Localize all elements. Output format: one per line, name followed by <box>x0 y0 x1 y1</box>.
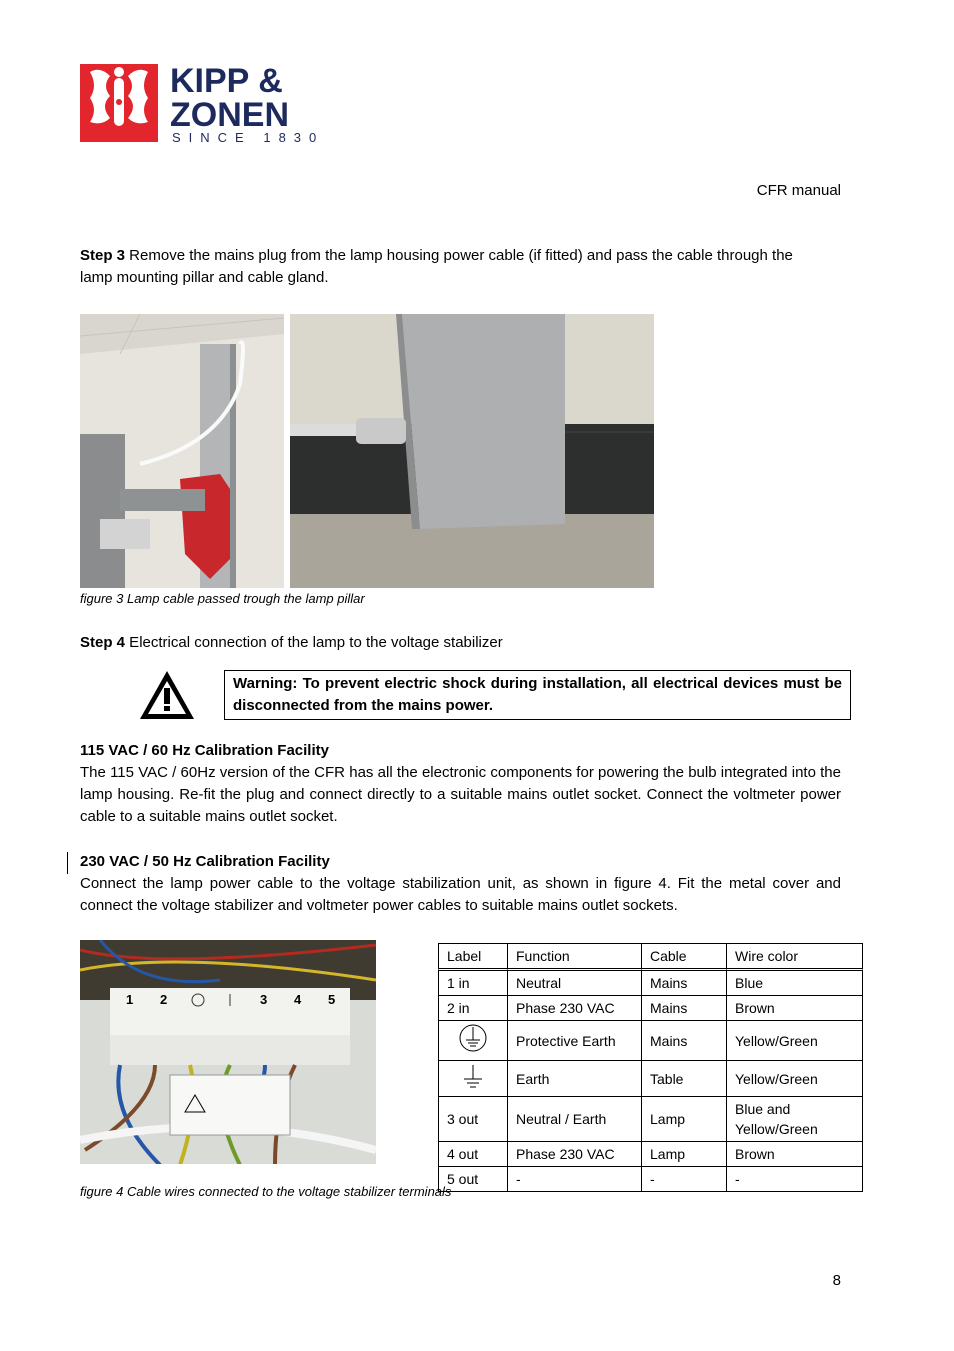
table-row <box>438 1142 863 1167</box>
page-number: 8 <box>832 1272 841 1289</box>
kipp-zonen-logo <box>80 62 342 144</box>
wire-table-container <box>438 943 863 1192</box>
table-cell: 2 in <box>438 996 507 1021</box>
wire-table <box>438 943 863 1192</box>
table-cell: 3 out <box>438 1097 507 1142</box>
section-230vac-text: Connect the lamp power cable to the voltage stabilization unit, as shown in figure 4. Fit the metal cover and connect the voltage stabilizer and voltmeter power cables to suitable mains outlet sockets. <box>80 875 841 914</box>
table-cell: Brown <box>726 996 863 1021</box>
step-3-text: Remove the mains plug from the lamp housing power cable (if fitted) and pass the cable through the lamp mounting pillar and cable gland. <box>80 247 793 286</box>
table-row <box>438 971 863 996</box>
table-cell: Brown <box>726 1142 863 1167</box>
table-cell: Earth <box>507 1061 641 1097</box>
revision-bar <box>67 852 68 874</box>
table-row <box>438 996 863 1021</box>
table-cell: Blue and Yellow/Green <box>726 1097 863 1142</box>
table-cell: Mains <box>641 996 726 1021</box>
table-cell: 5 out <box>438 1167 507 1192</box>
table-row <box>438 1021 863 1061</box>
figure-4-caption: figure 4 Cable wires connected to the voltage stabilizer terminals <box>80 1184 452 1199</box>
table-header-row <box>438 943 863 971</box>
terminal-label-5: 5 <box>328 992 336 1007</box>
figure-3-photo-right <box>290 314 654 588</box>
terminal-label-4: 4 <box>294 992 302 1007</box>
terminal-label-3: 3 <box>260 992 268 1007</box>
step-4-paragraph <box>80 632 503 654</box>
table-row <box>438 1167 863 1192</box>
table-cell: Neutral / Earth <box>507 1097 641 1142</box>
table-cell: Blue <box>726 971 863 996</box>
section-115vac <box>80 740 841 828</box>
figure-4-photo <box>80 940 376 1164</box>
table-cell: - <box>726 1167 863 1192</box>
terminal-label-2: 2 <box>160 992 168 1007</box>
figure-3-photo-left <box>80 314 284 588</box>
document-title: CFR manual <box>756 182 841 199</box>
section-230vac <box>80 851 841 917</box>
warning-icon <box>137 668 197 722</box>
table-header-cell: Label <box>438 943 507 971</box>
logo-text-line3: SINCE 1830 <box>172 130 325 144</box>
table-row <box>438 1061 863 1097</box>
table-cell: Lamp <box>641 1097 726 1142</box>
figure-3-caption: figure 3 Lamp cable passed trough the lamp pillar <box>80 591 365 606</box>
table-cell: Yellow/Green <box>726 1021 863 1061</box>
step-3-paragraph <box>80 245 822 289</box>
table-cell: Phase 230 VAC <box>507 996 641 1021</box>
table-cell <box>438 1061 507 1097</box>
section-115vac-text: The 115 VAC / 60Hz version of the CFR has all the electronic components for powering the bulb integrated into the lamp housing. Re-fit the plug and connect directly to a suitable mains outlet socket. Connect the voltmeter power cable to a suitable mains outlet socket. <box>80 764 841 825</box>
table-cell: Yellow/Green <box>726 1061 863 1097</box>
table-cell: 4 out <box>438 1142 507 1167</box>
step-3-label: Step 3 <box>80 247 126 264</box>
table-cell: Mains <box>641 971 726 996</box>
section-230vac-heading: 230 VAC / 50 Hz Calibration Facility <box>80 853 330 870</box>
logo-text-line2: ZONEN <box>170 96 289 134</box>
step-4-label: Step 4 <box>80 634 126 651</box>
table-cell: - <box>641 1167 726 1192</box>
table-cell: Phase 230 VAC <box>507 1142 641 1167</box>
table-cell: Neutral <box>507 971 641 996</box>
table-cell: Table <box>641 1061 726 1097</box>
logo-text-line1: KIPP & <box>170 62 283 100</box>
protective-earth-icon <box>458 1023 488 1053</box>
table-cell: - <box>507 1167 641 1192</box>
earth-icon <box>461 1063 485 1089</box>
table-row <box>438 1097 863 1142</box>
warning-box: Warning: To prevent electric shock during installation, all electrical devices must be disconnected from the mains power. <box>224 670 851 720</box>
table-header-cell: Wire color <box>726 943 863 971</box>
table-header-cell: Function <box>507 943 641 971</box>
table-cell: Lamp <box>641 1142 726 1167</box>
table-cell: Mains <box>641 1021 726 1061</box>
table-cell <box>438 1021 507 1061</box>
step-4-text: Electrical connection of the lamp to the voltage stabilizer <box>125 634 503 651</box>
section-115vac-heading: 115 VAC / 60 Hz Calibration Facility <box>80 742 329 759</box>
table-cell: 1 in <box>438 971 507 996</box>
terminal-label-1: 1 <box>126 992 134 1007</box>
table-header-cell: Cable <box>641 943 726 971</box>
table-cell: Protective Earth <box>507 1021 641 1061</box>
